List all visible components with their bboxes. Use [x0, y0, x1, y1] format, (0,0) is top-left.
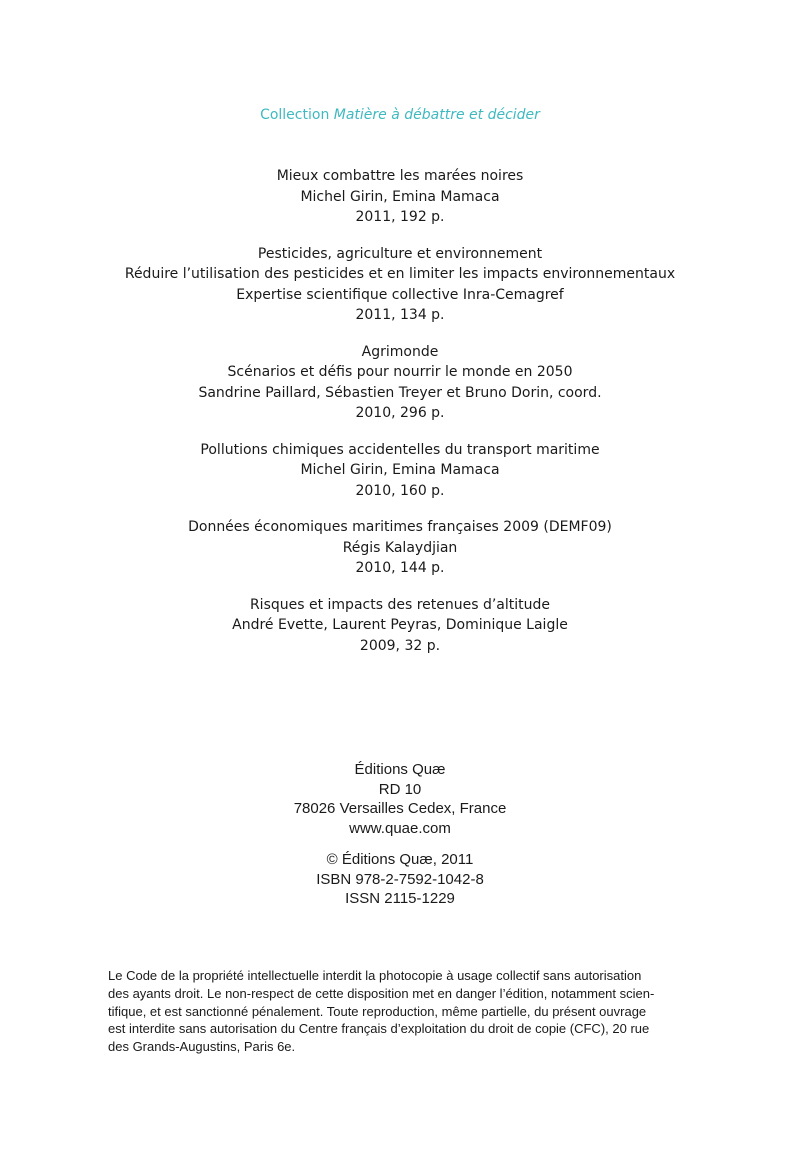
book-title: Mieux combattre les marées noires	[276, 168, 524, 184]
book-authors: Sandrine Paillard, Sébastien Treyer et Bruno Dorin, coord.	[198, 384, 602, 401]
book-year-pages: 2010, 144 p.	[355, 560, 445, 576]
book-authors: Michel Girin, Emina Mamaca	[300, 188, 500, 205]
book-authors: Régis Kalaydjian	[342, 539, 458, 556]
legal-line: Le Code de la propriété intellectuelle interdit la photocopie à usage collectif sans autorisation	[108, 968, 642, 983]
publisher-block	[0, 760, 800, 909]
legal-line: tifique, et est sanctionné pénalement. Toute reproduction, même partielle, du présent ouvrage	[108, 1003, 647, 1019]
book-list	[0, 166, 800, 672]
book-entry	[0, 517, 800, 579]
collection-title: Matière à débattre et décider	[333, 107, 540, 123]
book-authors: Michel Girin, Emina Mamaca	[300, 462, 500, 478]
isbn-line: ISBN 978-2-7592-1042-8	[316, 870, 484, 888]
copyright-line: © Éditions Quæ, 2011	[326, 851, 474, 868]
book-entry	[0, 166, 800, 228]
book-year-pages: 2010, 160 p.	[355, 482, 445, 499]
spacer	[0, 838, 800, 850]
book-title: Pollutions chimiques accidentelles du transport maritime	[200, 441, 600, 458]
book-title: Agrimonde	[361, 343, 439, 360]
book-entry	[0, 342, 800, 424]
book-title: Pesticides, agriculture et environnement	[257, 245, 543, 262]
publisher-road: RD 10	[378, 780, 422, 798]
issn-line: ISSN 2115-1229	[345, 890, 455, 907]
book-entry	[0, 440, 800, 502]
publisher-website: www.quae.com	[349, 819, 451, 837]
book-title: Risques et impacts des retenues d’altitude	[249, 596, 551, 613]
publisher-city: 78026 Versailles Cedex, France	[293, 800, 507, 817]
legal-line: des ayants droit. Le non-respect de cette disposition met en danger l’édition, notamment scien-	[108, 985, 655, 1001]
legal-line: est interdite sans autorisation du Centre français d’exploitation du droit de copie (CFC), 20 rue	[108, 1021, 650, 1037]
collection-heading	[0, 107, 800, 123]
book-year-pages: 2011, 192 p.	[355, 209, 445, 225]
book-entry	[0, 595, 800, 657]
book-subtitle: Réduire l’utilisation des pesticides et en limiter les impacts environnementaux	[124, 266, 676, 282]
book-year-pages: 2009, 32 p.	[359, 637, 441, 654]
book-subtitle: Scénarios et défis pour nourrir le monde en 2050	[227, 364, 573, 380]
collection-prefix: Collection	[260, 107, 330, 123]
book-title: Données économiques maritimes françaises 2009 (DEMF09)	[188, 519, 612, 535]
book-authors: Expertise scientifique collective Inra-Cemagref	[236, 286, 564, 303]
legal-line: des Grands-Augustins, Paris 6e.	[108, 1039, 296, 1055]
book-authors: André Evette, Laurent Peyras, Dominique Laigle	[232, 617, 568, 633]
book-entry	[0, 244, 800, 326]
book-year-pages: 2011, 134 p.	[355, 307, 445, 323]
book-year-pages: 2010, 296 p.	[355, 405, 445, 421]
legal-notice	[108, 967, 692, 1056]
publisher-name: Éditions Quæ	[354, 761, 446, 778]
